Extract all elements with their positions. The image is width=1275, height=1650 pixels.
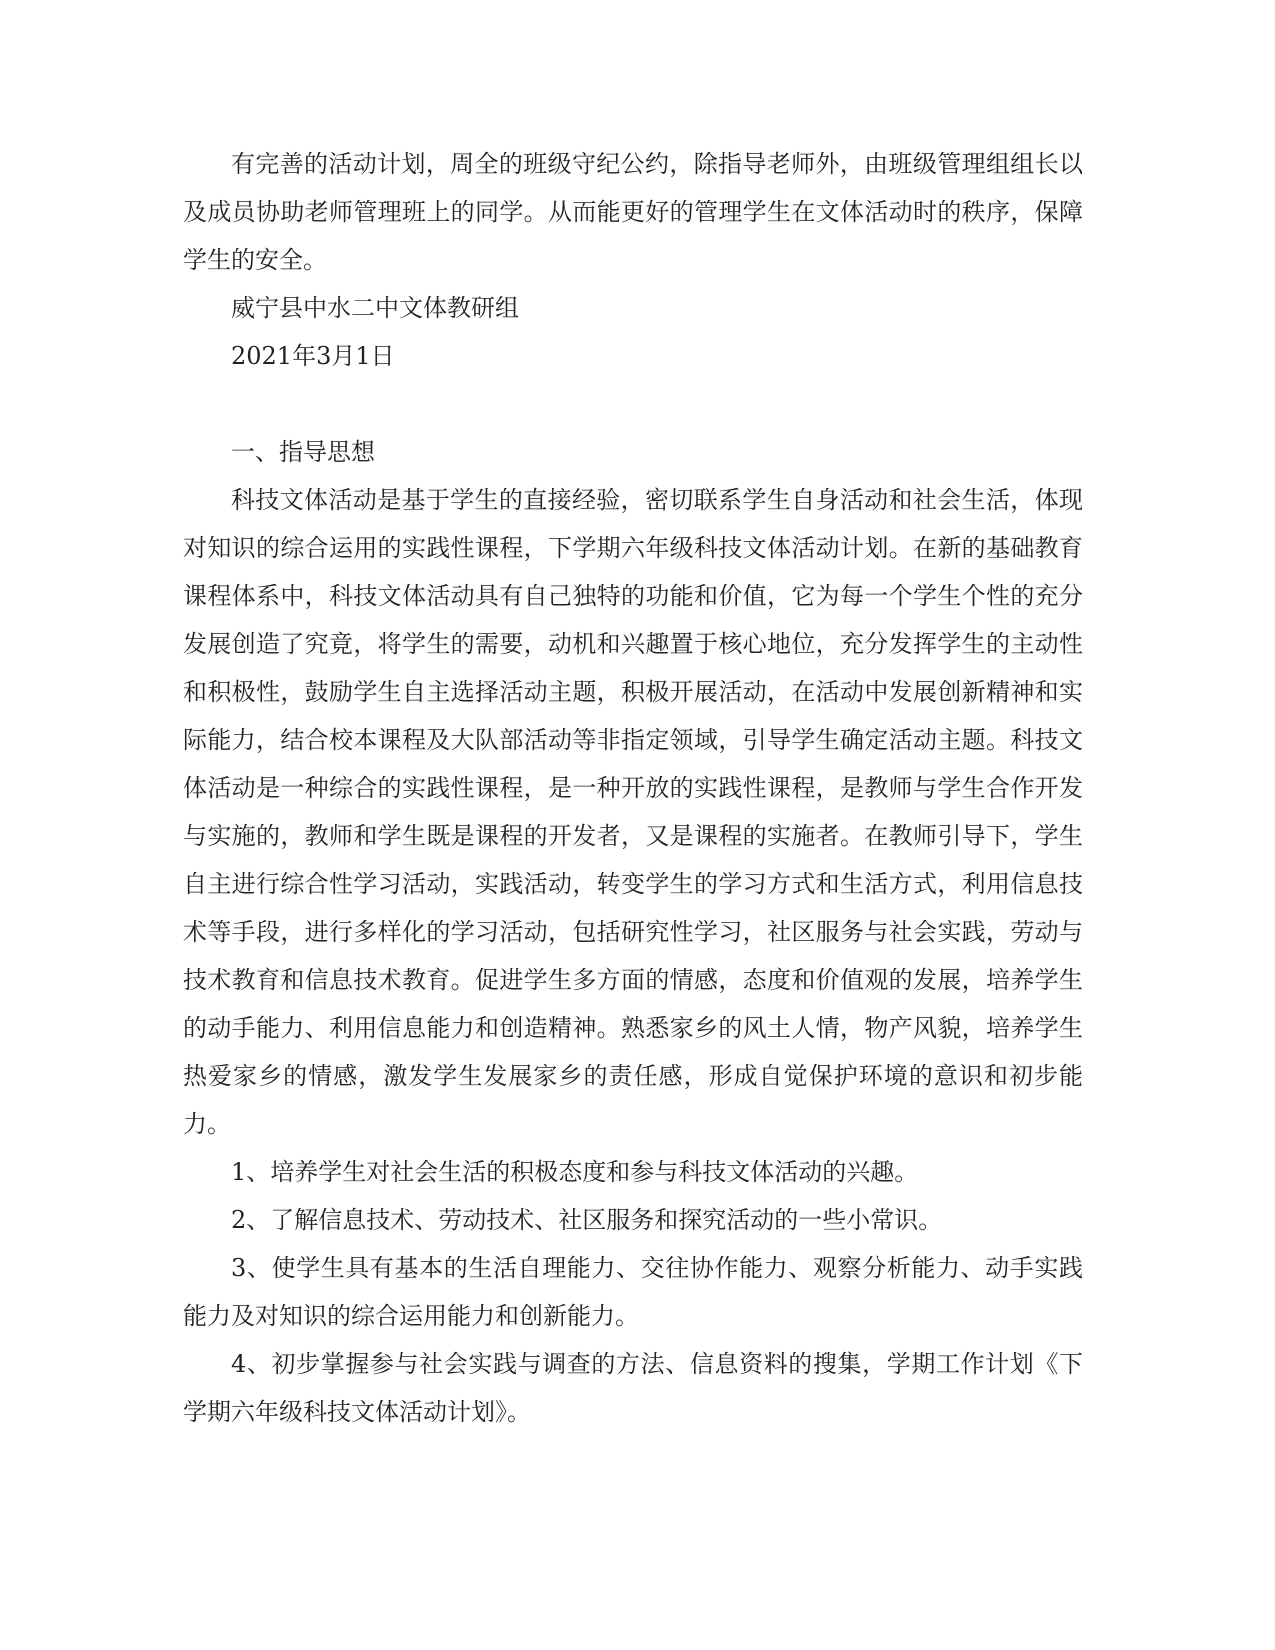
intro-paragraph: 有完善的活动计划，周全的班级守纪公约，除指导老师外，由班级管理组组长以及成员协助老师管理班上的同学。从而能更好的管理学生在文体活动时的秩序，保障学生的安全。 — [183, 150, 1083, 274]
goal-item: 1、培养学生对社会生活的积极态度和参与科技文体活动的兴趣。 — [231, 1158, 919, 1186]
goal-item: 2、了解信息技术、劳动技术、社区服务和探究活动的一些小常识。 — [231, 1206, 943, 1234]
signature-date: 2021年3月1日 — [231, 342, 395, 370]
body-paragraph: 科技文体活动是基于学生的直接经验，密切联系学生自身活动和社会生活，体现对知识的综合运用的实践性课程，下学期六年级科技文体活动计划。在新的基础教育课程体系中，科技文体活动具有自己独特的功能和价值，它为每一个学生个性的充分发展创造了究竟，将学生的需要，动机和兴趣置于核心地位，充分发挥学生的主动性和积极性，鼓励学生自主选择活动主题，积极开展活动，在活动中发展创新精神和实际能力，结合校本课程及大队部活动等非指定领域，引导学生确定活动主题。科技文体活动是一种综合的实践性课程，是一种开放的实践性课程，是教师与学生合作开发与实施的，教师和学生既是课程的开发者，又是课程的实施者。在教师引导下，学生自主进行综合性学习活动，实践活动，转变学生的学习方式和生活方式，利用信息技术等手段，进行多样化的学习活动，包括研究性学习，社区服务与社会实践，劳动与技术教育和信息技术教育。促进学生多方面的情感，态度和价值观的发展，培养学生的动手能力、利用信息能力和创造精神。熟悉家乡的风土人情，物产风貌，培养学生热爱家乡的情感，激发学生发展家乡的责任感，形成自觉保护环境的意识和初步能力。 — [183, 486, 1083, 1138]
goal-item: 4、初步掌握参与社会实践与调查的方法、信息资料的搜集，学期工作计划《下学期六年级科技文体活动计划》。 — [183, 1350, 1083, 1426]
goal-item: 3、使学生具有基本的生活自理能力、交往协作能力、观察分析能力、动手实践能力及对知识的综合运用能力和创新能力。 — [183, 1254, 1083, 1330]
document-body — [183, 140, 1083, 1436]
signature-organization: 威宁县中水二中文体教研组 — [231, 294, 519, 322]
section-spacer — [183, 380, 1083, 428]
section-heading: 一、指导思想 — [231, 438, 375, 466]
